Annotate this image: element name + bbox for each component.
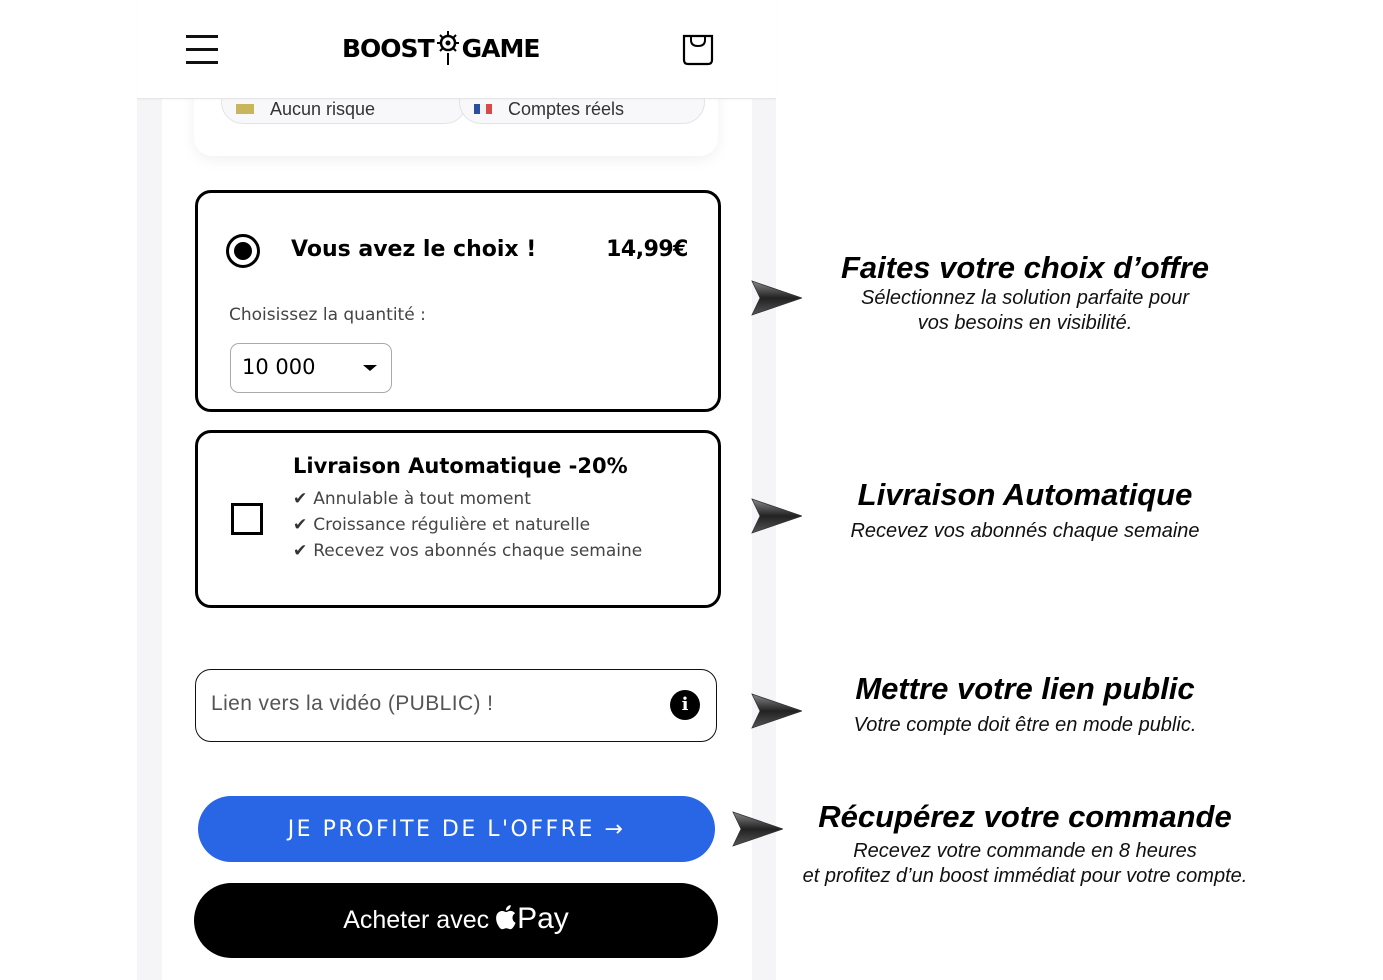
annotation-offer-choice <box>800 250 1250 336</box>
check-mark-icon: ✔ <box>293 515 308 535</box>
benefit-text: Annulable à tout moment <box>313 489 531 509</box>
apple-pay-brand: Pay <box>517 901 569 935</box>
auto-delivery-checkbox[interactable] <box>231 503 263 535</box>
chevron-down-icon <box>363 365 377 371</box>
annotation-title: Récupérez votre commande <box>818 799 1232 834</box>
benefit-item <box>293 538 693 564</box>
benefit-text: Recevez vos abonnés chaque semaine <box>313 541 643 561</box>
sun-logo-icon <box>435 30 461 66</box>
apple-pay-prefix: Acheter avec <box>343 906 490 934</box>
benefit-text: Croissance régulière et naturelle <box>313 515 591 535</box>
annotation-line: Recevez vos abonnés chaque semaine <box>850 520 1200 542</box>
auto-delivery-title: Livraison Automatique -20% <box>293 454 628 478</box>
claim-offer-button[interactable]: JE PROFITE DE L'OFFRE → <box>198 796 715 862</box>
apple-pay-button[interactable] <box>194 883 718 958</box>
annotation-line: Recevez votre commande en 8 heures <box>853 840 1197 862</box>
gold-bar-icon <box>236 104 254 114</box>
quantity-label: Choisissez la quantité : <box>229 305 426 325</box>
site-header <box>137 0 776 99</box>
offer-price: 14,99€ <box>606 237 688 262</box>
info-icon[interactable]: i <box>670 690 700 720</box>
offer-title: Vous avez le choix ! <box>291 237 537 262</box>
auto-delivery-card[interactable] <box>195 430 721 608</box>
annotation-title: Faites votre choix d’offre <box>840 250 1210 285</box>
annotation-line: Sélectionnez la solution parfaite pour <box>861 287 1189 309</box>
apple-logo-icon <box>495 904 517 930</box>
check-mark-icon: ✔ <box>293 489 308 509</box>
annotation-public-link <box>800 671 1250 738</box>
offer-choice-card[interactable] <box>195 190 721 412</box>
annotation-auto-delivery <box>800 477 1250 544</box>
check-mark-icon: ✔ <box>293 541 308 561</box>
quantity-value: 10 000 <box>242 355 316 379</box>
annotation-line: vos besoins en visibilité. <box>917 312 1133 334</box>
annotation-line: et profitez d’un boost immédiat pour votre compte. <box>802 865 1248 887</box>
shopping-bag-icon[interactable] <box>681 30 715 66</box>
boostgame-logo[interactable] <box>342 30 539 66</box>
annotation-title: Mettre votre lien public <box>855 671 1195 706</box>
auto-delivery-benefits <box>293 486 693 564</box>
hamburger-menu-icon[interactable] <box>186 34 218 64</box>
quantity-select[interactable] <box>230 343 392 393</box>
video-link-input[interactable] <box>195 669 717 742</box>
logo-text-game: GAME <box>461 33 540 63</box>
video-link-placeholder: Lien vers la vidéo (PUBLIC) ! <box>211 692 494 715</box>
pointer-arrow-icon <box>750 692 802 730</box>
pointer-arrow-icon <box>750 279 802 317</box>
annotation-line: Votre compte doit être en mode public. <box>853 714 1197 736</box>
logo-text-boost: BOOST <box>342 33 434 63</box>
benefit-item <box>293 512 693 538</box>
trust-pill-label: Comptes réels <box>508 98 625 119</box>
offer-radio-button[interactable] <box>226 234 260 268</box>
annotation-get-order <box>760 799 1290 889</box>
benefit-item <box>293 486 693 512</box>
flag-icon <box>474 104 492 114</box>
trust-pill-label: Aucun risque <box>270 98 376 119</box>
annotation-title: Livraison Automatique <box>857 477 1193 512</box>
pointer-arrow-icon <box>750 497 802 535</box>
